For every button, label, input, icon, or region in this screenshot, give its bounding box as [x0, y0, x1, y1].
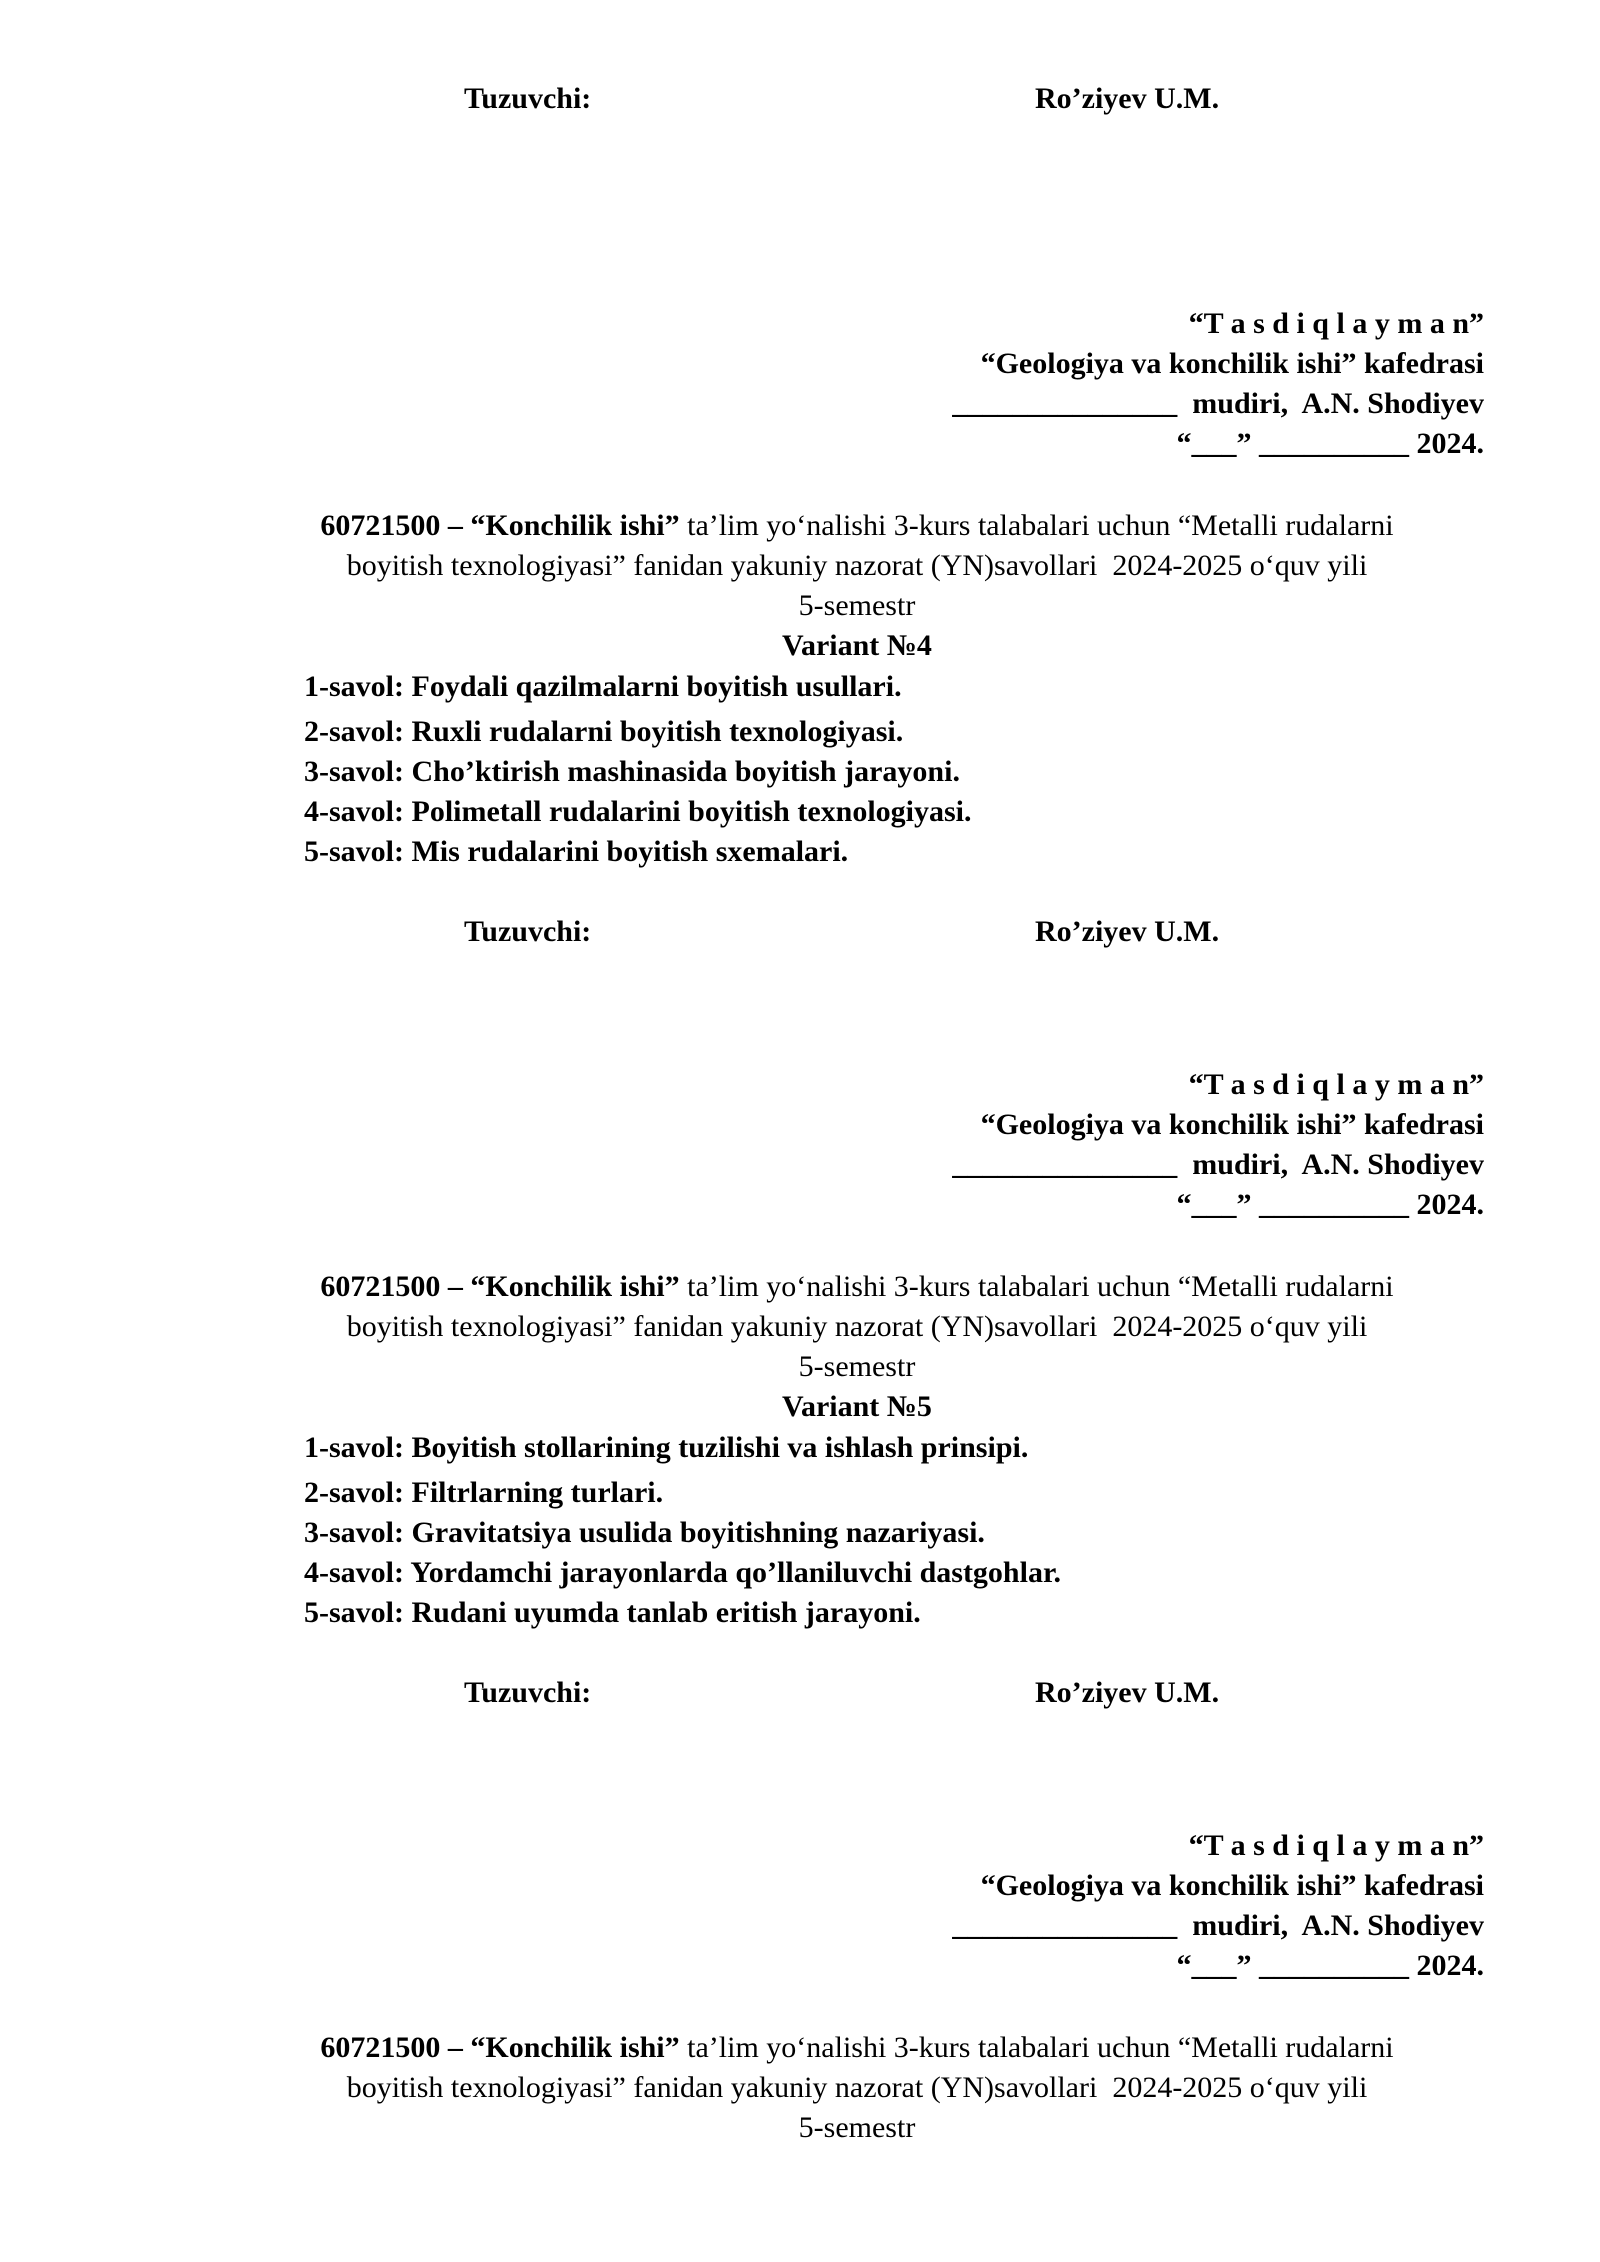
heading-line-1-text: ta’lim yo‘nalishi 3-kurs talabalari uchun “Metalli rudalarni [679, 1270, 1394, 1303]
top-signature-block [230, 79, 1484, 119]
signature-name: Ro’ziyev U.M. [1035, 915, 1220, 948]
approval-date: “___” __________ 2024. [1176, 1188, 1484, 1221]
signature-name: Ro’ziyev U.M. [1035, 1676, 1220, 1709]
approval-date: “___” __________ 2024. [1176, 427, 1484, 460]
exam-heading [230, 1267, 1484, 1387]
signature-row [230, 1673, 1484, 1713]
signature-label: Tuzuvchi: [464, 915, 592, 948]
exam-heading [230, 2028, 1484, 2148]
approval-title: “T a s d i q l a y m a n” [1188, 307, 1484, 340]
exam-section-next [230, 1826, 1484, 2148]
question-list [230, 667, 1484, 872]
question-item: 5-savol: Rudani uyumda tanlab eritish jarayoni. [304, 1596, 921, 1629]
question-item: 1-savol: Boyitish stollarining tuzilishi va ishlash prinsipi. [304, 1431, 1029, 1464]
approval-head: _______________ mudiri, A.N. Shodiyev [952, 1909, 1484, 1942]
variant-title: Variant №5 [782, 1390, 932, 1423]
signature-name: Ro’ziyev U.M. [1035, 82, 1220, 115]
heading-line-1-text: ta’lim yo‘nalishi 3-kurs talabalari uchun “Metalli rudalarni [679, 509, 1394, 542]
signature-row [230, 912, 1484, 952]
heading-line-1 [230, 1267, 1484, 1307]
question-list [230, 1428, 1484, 1633]
variant-title: Variant №4 [782, 629, 932, 662]
heading-line-3: 5-semestr [798, 589, 916, 622]
signature-label: Tuzuvchi: [464, 82, 592, 115]
question-item: 4-savol: Polimetall rudalarini boyitish texnologiyasi. [304, 795, 972, 828]
heading-line-1 [230, 506, 1484, 546]
heading-line-2: boyitish texnologiyasi” fanidan yakuniy nazorat (YN)savollari 2024-2025 o‘quv yili [346, 1310, 1368, 1343]
heading-line-2: boyitish texnologiyasi” fanidan yakuniy nazorat (YN)savollari 2024-2025 o‘quv yili [346, 549, 1368, 582]
approval-title: “T a s d i q l a y m a n” [1188, 1829, 1484, 1862]
heading-line-1-text: ta’lim yo‘nalishi 3-kurs talabalari uchun “Metalli rudalarni [679, 2031, 1394, 2064]
question-item: 2-savol: Filtrlarning turlari. [304, 1476, 664, 1509]
heading-code: 60721500 – “Konchilik ishi” [320, 509, 680, 542]
heading-line-3: 5-semestr [798, 1350, 916, 1383]
question-item: 3-savol: Gravitatsiya usulida boyitishning nazariyasi. [304, 1516, 985, 1549]
approval-department: “Geologiya va konchilik ishi” kafedrasi [980, 1869, 1484, 1902]
approval-head: _______________ mudiri, A.N. Shodiyev [952, 1148, 1484, 1181]
exam-section-variant-5 [230, 1065, 1484, 1713]
approval-date: “___” __________ 2024. [1176, 1949, 1484, 1982]
exam-heading [230, 506, 1484, 626]
heading-line-1 [230, 2028, 1484, 2068]
exam-section-variant-4 [230, 304, 1484, 952]
approval-title: “T a s d i q l a y m a n” [1188, 1068, 1484, 1101]
signature-row [230, 79, 1484, 119]
question-item: 2-savol: Ruxli rudalarni boyitish texnologiyasi. [304, 715, 904, 748]
signature-label: Tuzuvchi: [464, 1676, 592, 1709]
question-item: 5-savol: Mis rudalarini boyitish sxemalari. [304, 835, 849, 868]
heading-code: 60721500 – “Konchilik ishi” [320, 2031, 680, 2064]
question-item: 3-savol: Cho’ktirish mashinasida boyitish jarayoni. [304, 755, 960, 788]
question-item: 1-savol: Foydali qazilmalarni boyitish usullari. [304, 670, 902, 703]
approval-department: “Geologiya va konchilik ishi” kafedrasi [980, 347, 1484, 380]
heading-line-2: boyitish texnologiyasi” fanidan yakuniy nazorat (YN)savollari 2024-2025 o‘quv yili [346, 2071, 1368, 2104]
approval-block [230, 1826, 1484, 1986]
approval-head: _______________ mudiri, A.N. Shodiyev [952, 387, 1484, 420]
approval-block [230, 304, 1484, 464]
question-item: 4-savol: Yordamchi jarayonlarda qo’llaniluvchi dastgohlar. [304, 1556, 1062, 1589]
approval-block [230, 1065, 1484, 1225]
heading-code: 60721500 – “Konchilik ishi” [320, 1270, 680, 1303]
approval-department: “Geologiya va konchilik ishi” kafedrasi [980, 1108, 1484, 1141]
heading-line-3: 5-semestr [798, 2111, 916, 2144]
